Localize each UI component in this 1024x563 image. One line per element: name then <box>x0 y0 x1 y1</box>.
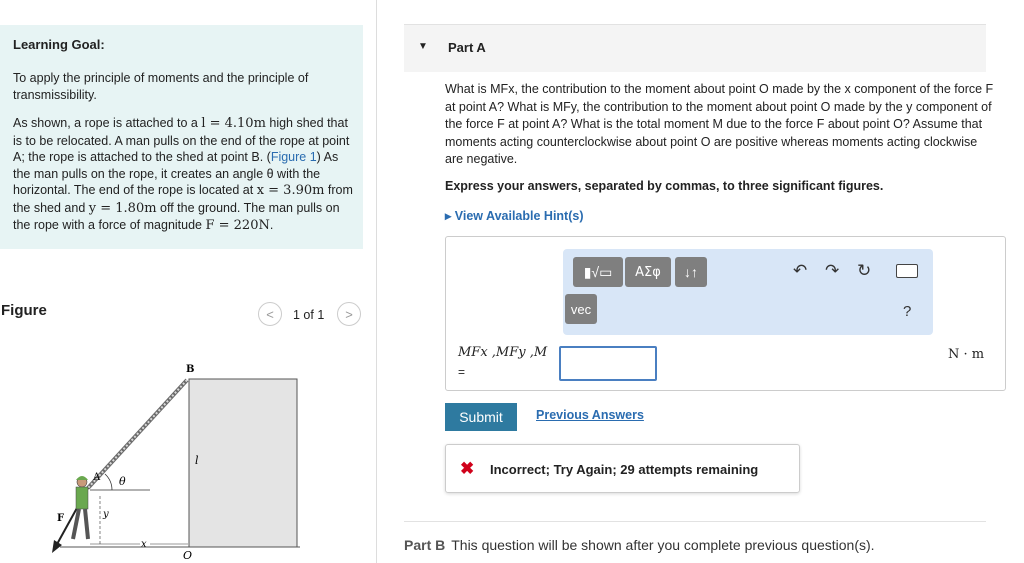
answer-input[interactable] <box>559 346 657 381</box>
undo-icon[interactable]: ↶ <box>793 261 808 280</box>
right-panel <box>378 0 1024 563</box>
view-hints-link[interactable] <box>445 208 584 223</box>
shed <box>189 379 297 547</box>
figure-link[interactable]: Figure 1 <box>270 150 317 164</box>
chevron-right-icon: > <box>345 306 353 322</box>
part-a-header[interactable] <box>404 24 986 72</box>
label-O: O <box>183 549 193 562</box>
answer-instruction: Express your answers, separated by commas, to three significant figures. <box>445 179 884 193</box>
problem-text-1: As shown, a rope is attached to a <box>13 116 202 130</box>
unit-label: N · m <box>948 347 985 362</box>
learning-goal-title: Learning Goal: <box>13 37 105 52</box>
part-a-title: Part A <box>448 40 486 55</box>
man-leg-right <box>85 509 88 539</box>
height-value: l = 4.10m <box>201 116 266 131</box>
feedback-box <box>445 444 800 493</box>
learning-goal-box <box>0 25 363 249</box>
templates-button[interactable]: ▮√▭ <box>573 257 623 287</box>
previous-figure-button[interactable] <box>258 302 282 326</box>
man-hat <box>76 476 88 480</box>
problem-text-2: high shed that is to be relocated. A man pulls on the end of the rope at point A; the rope is attached to the shed at point B. ( <box>13 116 350 164</box>
label-theta: θ <box>119 475 126 488</box>
keyboard-icon[interactable] <box>896 264 918 278</box>
answer-variables-label: MFx ,MFy ,M <box>458 345 548 360</box>
part-b-label: Part B <box>404 537 446 553</box>
submit-button[interactable]: Submit <box>445 403 517 431</box>
label-x: x <box>141 539 147 550</box>
math-toolbar <box>563 249 933 335</box>
figure-diagram <box>40 356 360 563</box>
figure-header <box>0 300 363 326</box>
section-divider <box>404 521 986 522</box>
equals-sign: = <box>458 365 466 379</box>
incorrect-x-icon: ✖ <box>460 459 475 478</box>
problem-text-4: from the shed and <box>13 183 353 215</box>
feedback-text: Incorrect; Try Again; 29 attempts remaining <box>490 462 759 477</box>
part-a-question: What is MFx, the contribution to the moment about point O made by the x component of the force F at point A? What is MFy, the contribution to the moment about point O made by the y component of the force F at point A? What is the total moment M due to the force F about point O? Assume that moments acting counterclockwise about point O are positive whereas moments acting clockwise are negative. <box>445 82 994 166</box>
greek-symbols-button[interactable]: ΑΣφ <box>625 257 671 287</box>
problem-text-3: ) As the man pulls on the rope, it creates an angle θ with the horizontal. The end of the rope is located at <box>13 150 339 197</box>
label-l: l <box>195 454 199 467</box>
label-B: B <box>186 364 195 375</box>
figure-pager-text: 1 of 1 <box>293 308 325 322</box>
chevron-left-icon: < <box>266 306 274 322</box>
label-F: F <box>57 513 65 524</box>
problem-text-6: . <box>269 218 274 232</box>
y-value: y = 1.80m <box>88 200 157 216</box>
answer-box <box>445 236 1006 391</box>
caret-right-icon: ▸ <box>445 209 455 223</box>
vector-button[interactable]: vec <box>565 294 597 324</box>
help-icon[interactable]: ? <box>903 303 912 320</box>
problem-statement <box>13 115 353 235</box>
man-body <box>76 487 88 509</box>
arrows-button[interactable]: ↓↑ <box>675 257 707 287</box>
left-panel <box>0 0 377 563</box>
figure-title: Figure <box>1 302 47 319</box>
label-A: A <box>93 472 101 483</box>
collapse-caret-icon[interactable]: ▼ <box>418 41 428 52</box>
redo-icon[interactable]: ↷ <box>825 261 840 280</box>
label-y: y <box>103 509 109 520</box>
angle-arc <box>105 474 112 490</box>
view-hints-label: View Available Hint(s) <box>454 209 584 223</box>
reset-icon[interactable]: ↻ <box>857 261 872 280</box>
learning-goal-intro: To apply the principle of moments and the principle of transmissibility. <box>13 71 309 102</box>
previous-answers-link[interactable]: Previous Answers <box>536 408 644 422</box>
part-b-row <box>404 537 875 553</box>
rope-texture <box>88 380 187 488</box>
next-figure-button[interactable] <box>337 302 361 326</box>
problem-text-5: off the ground. The man pulls on the rope with a force of magnitude <box>13 200 340 232</box>
force-value: F = 220N <box>205 218 270 233</box>
x-value: x = 3.90m <box>256 183 325 198</box>
part-b-text: This question will be shown after you complete previous question(s). <box>451 537 875 553</box>
